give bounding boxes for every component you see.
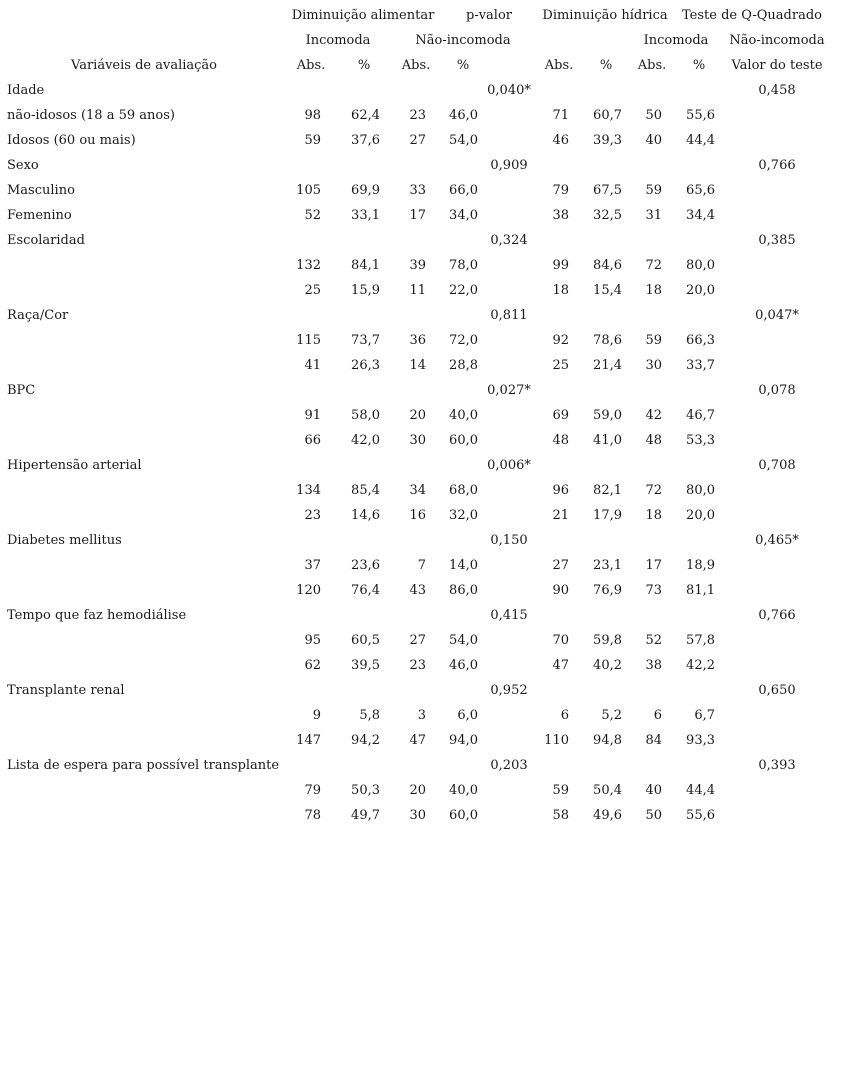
pct-incomoda-alimentar-cell: 84,1 xyxy=(351,258,380,273)
abs-nao-incomoda-alimentar-cell: 33 xyxy=(409,183,426,198)
header-nao-incomoda-alimentar: Não-incomoda xyxy=(415,33,511,48)
abs-incomoda-hidrica-cell: 21 xyxy=(552,508,569,523)
pct-nao-incomoda-hidrica-cell: 80,0 xyxy=(686,258,715,273)
pct-incomoda-hidrica-cell: 39,3 xyxy=(593,133,622,148)
abs-nao-incomoda-alimentar-cell: 11 xyxy=(409,283,426,298)
variable-label: BPC xyxy=(7,383,36,398)
p-valor-cell: 0,027* xyxy=(487,383,531,398)
pct-nao-incomoda-alimentar-cell: 22,0 xyxy=(449,283,478,298)
abs-incomoda-alimentar-cell: 79 xyxy=(304,783,321,798)
abs-incomoda-alimentar-cell: 62 xyxy=(304,658,321,673)
abs-incomoda-alimentar-cell: 52 xyxy=(304,208,321,223)
header-pct: % xyxy=(692,58,706,73)
header-abs: Abs. xyxy=(401,58,431,73)
header-pct: % xyxy=(357,58,371,73)
variable-label: Hipertensão arterial xyxy=(7,458,142,473)
pct-incomoda-alimentar-cell: 14,6 xyxy=(351,508,380,523)
p-valor-cell: 0,324 xyxy=(490,233,528,248)
header-incomoda-alimentar: Incomoda xyxy=(305,33,371,48)
abs-nao-incomoda-alimentar-cell: 27 xyxy=(409,133,426,148)
abs-nao-incomoda-hidrica-cell: 73 xyxy=(645,583,662,598)
pct-nao-incomoda-alimentar-cell: 66,0 xyxy=(449,183,478,198)
abs-nao-incomoda-hidrica-cell: 38 xyxy=(645,658,662,673)
pct-incomoda-hidrica-cell: 21,4 xyxy=(593,358,622,373)
abs-incomoda-alimentar-cell: 132 xyxy=(296,258,321,273)
pct-incomoda-hidrica-cell: 59,0 xyxy=(593,408,622,423)
abs-incomoda-hidrica-cell: 96 xyxy=(552,483,569,498)
pct-nao-incomoda-alimentar-cell: 86,0 xyxy=(449,583,478,598)
abs-incomoda-hidrica-cell: 27 xyxy=(552,558,569,573)
abs-incomoda-alimentar-cell: 23 xyxy=(304,508,321,523)
valor-do-teste-cell: 0,047* xyxy=(755,308,799,323)
category-label: não-idosos (18 a 59 anos) xyxy=(7,108,175,123)
header-variaveis: Variáveis de avaliação xyxy=(71,58,217,73)
pct-nao-incomoda-alimentar-cell: 34,0 xyxy=(449,208,478,223)
pct-nao-incomoda-alimentar-cell: 54,0 xyxy=(449,633,478,648)
abs-incomoda-alimentar-cell: 37 xyxy=(304,558,321,573)
header-abs: Abs. xyxy=(296,58,326,73)
table-row xyxy=(0,558,845,583)
category-label: Femenino xyxy=(7,208,72,223)
abs-nao-incomoda-hidrica-cell: 59 xyxy=(645,333,662,348)
abs-nao-incomoda-hidrica-cell: 40 xyxy=(645,783,662,798)
p-valor-cell: 0,006* xyxy=(487,458,531,473)
variable-label: Lista de espera para possível transplante xyxy=(7,758,280,773)
header-pct: % xyxy=(456,58,470,73)
p-valor-cell: 0,203 xyxy=(490,758,528,773)
abs-nao-incomoda-hidrica-cell: 59 xyxy=(645,183,662,198)
p-valor-cell: 0,150 xyxy=(490,533,528,548)
valor-do-teste-cell: 0,465* xyxy=(755,533,799,548)
abs-nao-incomoda-alimentar-cell: 14 xyxy=(409,358,426,373)
abs-incomoda-alimentar-cell: 9 xyxy=(312,708,321,723)
abs-incomoda-alimentar-cell: 59 xyxy=(304,133,321,148)
table-row xyxy=(0,783,845,808)
abs-nao-incomoda-alimentar-cell: 17 xyxy=(409,208,426,223)
valor-do-teste-cell: 0,650 xyxy=(758,683,796,698)
abs-nao-incomoda-hidrica-cell: 52 xyxy=(645,633,662,648)
pct-nao-incomoda-alimentar-cell: 40,0 xyxy=(449,783,478,798)
variable-group-row xyxy=(0,458,845,483)
pct-incomoda-alimentar-cell: 58,0 xyxy=(351,408,380,423)
pct-incomoda-alimentar-cell: 85,4 xyxy=(351,483,380,498)
pct-nao-incomoda-alimentar-cell: 72,0 xyxy=(449,333,478,348)
p-valor-cell: 0,811 xyxy=(490,308,528,323)
pct-incomoda-alimentar-cell: 15,9 xyxy=(351,283,380,298)
abs-incomoda-alimentar-cell: 98 xyxy=(304,108,321,123)
table-row xyxy=(0,633,845,658)
pct-incomoda-alimentar-cell: 76,4 xyxy=(351,583,380,598)
abs-nao-incomoda-hidrica-cell: 31 xyxy=(645,208,662,223)
header-abs: Abs. xyxy=(544,58,574,73)
pct-nao-incomoda-hidrica-cell: 18,9 xyxy=(686,558,715,573)
pct-incomoda-hidrica-cell: 94,8 xyxy=(593,733,622,748)
pct-nao-incomoda-alimentar-cell: 6,0 xyxy=(457,708,478,723)
abs-nao-incomoda-hidrica-cell: 42 xyxy=(645,408,662,423)
header-incomoda-hidrica: Incomoda xyxy=(643,33,709,48)
table-row xyxy=(0,433,845,458)
pct-nao-incomoda-alimentar-cell: 94,0 xyxy=(449,733,478,748)
abs-nao-incomoda-hidrica-cell: 48 xyxy=(645,433,662,448)
abs-incomoda-hidrica-cell: 99 xyxy=(552,258,569,273)
pct-incomoda-hidrica-cell: 23,1 xyxy=(593,558,622,573)
variable-group-row xyxy=(0,83,845,108)
pct-nao-incomoda-hidrica-cell: 55,6 xyxy=(686,808,715,823)
pct-incomoda-alimentar-cell: 94,2 xyxy=(351,733,380,748)
pct-nao-incomoda-alimentar-cell: 40,0 xyxy=(449,408,478,423)
abs-nao-incomoda-hidrica-cell: 72 xyxy=(645,258,662,273)
pct-incomoda-hidrica-cell: 67,5 xyxy=(593,183,622,198)
abs-incomoda-hidrica-cell: 71 xyxy=(552,108,569,123)
table-row xyxy=(0,283,845,308)
variable-group-row xyxy=(0,608,845,633)
variable-group-row xyxy=(0,158,845,183)
abs-incomoda-alimentar-cell: 66 xyxy=(304,433,321,448)
abs-incomoda-alimentar-cell: 78 xyxy=(304,808,321,823)
abs-nao-incomoda-alimentar-cell: 7 xyxy=(417,558,426,573)
pct-nao-incomoda-alimentar-cell: 32,0 xyxy=(449,508,478,523)
abs-nao-incomoda-alimentar-cell: 3 xyxy=(417,708,426,723)
variable-label: Idade xyxy=(7,83,45,98)
pct-incomoda-alimentar-cell: 60,5 xyxy=(351,633,380,648)
header-p-valor: p-valor xyxy=(465,8,513,23)
table-row xyxy=(0,658,845,683)
pct-incomoda-hidrica-cell: 60,7 xyxy=(593,108,622,123)
table-row xyxy=(0,258,845,283)
pct-nao-incomoda-hidrica-cell: 42,2 xyxy=(686,658,715,673)
pct-incomoda-hidrica-cell: 59,8 xyxy=(593,633,622,648)
pct-incomoda-hidrica-cell: 5,2 xyxy=(601,708,622,723)
pct-nao-incomoda-hidrica-cell: 80,0 xyxy=(686,483,715,498)
pct-incomoda-hidrica-cell: 76,9 xyxy=(593,583,622,598)
pct-nao-incomoda-hidrica-cell: 66,3 xyxy=(686,333,715,348)
variable-group-row xyxy=(0,308,845,333)
variable-label: Diabetes mellitus xyxy=(7,533,122,548)
abs-incomoda-hidrica-cell: 69 xyxy=(552,408,569,423)
variable-label: Transplante renal xyxy=(7,683,125,698)
abs-nao-incomoda-alimentar-cell: 16 xyxy=(409,508,426,523)
header-nao-incomoda-hidrica: Não-incomoda xyxy=(729,33,825,48)
category-label: Masculino xyxy=(7,183,75,198)
pct-incomoda-hidrica-cell: 82,1 xyxy=(593,483,622,498)
abs-nao-incomoda-alimentar-cell: 20 xyxy=(409,408,426,423)
abs-incomoda-alimentar-cell: 115 xyxy=(296,333,321,348)
pct-incomoda-alimentar-cell: 42,0 xyxy=(351,433,380,448)
table-row xyxy=(0,508,845,533)
pct-incomoda-hidrica-cell: 17,9 xyxy=(593,508,622,523)
table-row xyxy=(0,208,845,233)
pct-incomoda-hidrica-cell: 32,5 xyxy=(593,208,622,223)
pct-incomoda-hidrica-cell: 78,6 xyxy=(593,333,622,348)
abs-incomoda-alimentar-cell: 105 xyxy=(296,183,321,198)
category-label: Idosos (60 ou mais) xyxy=(7,133,136,148)
abs-nao-incomoda-alimentar-cell: 20 xyxy=(409,783,426,798)
abs-incomoda-hidrica-cell: 90 xyxy=(552,583,569,598)
abs-nao-incomoda-alimentar-cell: 27 xyxy=(409,633,426,648)
abs-incomoda-hidrica-cell: 58 xyxy=(552,808,569,823)
table-row xyxy=(0,583,845,608)
header-abs: Abs. xyxy=(637,58,667,73)
variable-label: Tempo que faz hemodiálise xyxy=(7,608,187,623)
p-valor-cell: 0,040* xyxy=(487,83,531,98)
abs-incomoda-alimentar-cell: 134 xyxy=(296,483,321,498)
pct-nao-incomoda-hidrica-cell: 6,7 xyxy=(694,708,715,723)
header-valor-do-teste: Valor do teste xyxy=(731,58,823,73)
table-body xyxy=(0,83,845,833)
abs-incomoda-hidrica-cell: 92 xyxy=(552,333,569,348)
abs-nao-incomoda-hidrica-cell: 50 xyxy=(645,108,662,123)
abs-nao-incomoda-alimentar-cell: 43 xyxy=(409,583,426,598)
pct-incomoda-alimentar-cell: 69,9 xyxy=(351,183,380,198)
abs-nao-incomoda-hidrica-cell: 17 xyxy=(645,558,662,573)
pct-nao-incomoda-alimentar-cell: 14,0 xyxy=(449,558,478,573)
pct-incomoda-alimentar-cell: 5,8 xyxy=(359,708,380,723)
pct-nao-incomoda-alimentar-cell: 46,0 xyxy=(449,108,478,123)
variable-group-row xyxy=(0,233,845,258)
pct-nao-incomoda-alimentar-cell: 78,0 xyxy=(449,258,478,273)
pct-incomoda-hidrica-cell: 41,0 xyxy=(593,433,622,448)
pct-nao-incomoda-alimentar-cell: 60,0 xyxy=(449,433,478,448)
pct-nao-incomoda-alimentar-cell: 60,0 xyxy=(449,808,478,823)
abs-nao-incomoda-hidrica-cell: 30 xyxy=(645,358,662,373)
abs-incomoda-hidrica-cell: 47 xyxy=(552,658,569,673)
p-valor-cell: 0,415 xyxy=(490,608,528,623)
abs-incomoda-hidrica-cell: 110 xyxy=(544,733,569,748)
abs-incomoda-hidrica-cell: 48 xyxy=(552,433,569,448)
table-row xyxy=(0,733,845,758)
abs-nao-incomoda-alimentar-cell: 36 xyxy=(409,333,426,348)
variable-group-row xyxy=(0,533,845,558)
pct-nao-incomoda-hidrica-cell: 33,7 xyxy=(686,358,715,373)
abs-incomoda-hidrica-cell: 18 xyxy=(552,283,569,298)
abs-nao-incomoda-hidrica-cell: 18 xyxy=(645,508,662,523)
pct-nao-incomoda-hidrica-cell: 46,7 xyxy=(686,408,715,423)
abs-nao-incomoda-alimentar-cell: 34 xyxy=(409,483,426,498)
abs-nao-incomoda-hidrica-cell: 72 xyxy=(645,483,662,498)
abs-incomoda-alimentar-cell: 25 xyxy=(304,283,321,298)
table-row xyxy=(0,108,845,133)
header-diminuicao-hidrica: Diminuição hídrica xyxy=(542,8,668,23)
abs-nao-incomoda-hidrica-cell: 6 xyxy=(653,708,662,723)
variable-group-row xyxy=(0,683,845,708)
abs-nao-incomoda-alimentar-cell: 39 xyxy=(409,258,426,273)
pct-incomoda-alimentar-cell: 49,7 xyxy=(351,808,380,823)
abs-incomoda-hidrica-cell: 46 xyxy=(552,133,569,148)
pct-incomoda-hidrica-cell: 50,4 xyxy=(593,783,622,798)
pct-incomoda-alimentar-cell: 62,4 xyxy=(351,108,380,123)
variable-label: Sexo xyxy=(7,158,39,173)
abs-incomoda-hidrica-cell: 6 xyxy=(560,708,569,723)
pct-nao-incomoda-hidrica-cell: 93,3 xyxy=(686,733,715,748)
pct-nao-incomoda-hidrica-cell: 81,1 xyxy=(686,583,715,598)
valor-do-teste-cell: 0,708 xyxy=(758,458,796,473)
abs-nao-incomoda-alimentar-cell: 23 xyxy=(409,658,426,673)
pct-nao-incomoda-hidrica-cell: 65,6 xyxy=(686,183,715,198)
pct-incomoda-hidrica-cell: 49,6 xyxy=(593,808,622,823)
pct-nao-incomoda-hidrica-cell: 44,4 xyxy=(686,783,715,798)
pct-nao-incomoda-alimentar-cell: 68,0 xyxy=(449,483,478,498)
abs-nao-incomoda-hidrica-cell: 84 xyxy=(645,733,662,748)
table-row xyxy=(0,183,845,208)
pct-incomoda-alimentar-cell: 73,7 xyxy=(351,333,380,348)
pct-nao-incomoda-alimentar-cell: 46,0 xyxy=(449,658,478,673)
abs-nao-incomoda-alimentar-cell: 23 xyxy=(409,108,426,123)
pct-nao-incomoda-hidrica-cell: 53,3 xyxy=(686,433,715,448)
pct-incomoda-alimentar-cell: 37,6 xyxy=(351,133,380,148)
abs-incomoda-alimentar-cell: 95 xyxy=(304,633,321,648)
header-diminuicao-alimentar: Diminuição alimentar xyxy=(291,8,435,23)
abs-incomoda-hidrica-cell: 70 xyxy=(552,633,569,648)
pct-nao-incomoda-alimentar-cell: 54,0 xyxy=(449,133,478,148)
table-row xyxy=(0,483,845,508)
pct-incomoda-hidrica-cell: 84,6 xyxy=(593,258,622,273)
abs-nao-incomoda-hidrica-cell: 40 xyxy=(645,133,662,148)
variable-label: Escolaridad xyxy=(7,233,85,248)
pct-nao-incomoda-hidrica-cell: 20,0 xyxy=(686,508,715,523)
abs-nao-incomoda-alimentar-cell: 30 xyxy=(409,808,426,823)
table-row xyxy=(0,358,845,383)
variable-label: Raça/Cor xyxy=(7,308,69,323)
pct-nao-incomoda-hidrica-cell: 44,4 xyxy=(686,133,715,148)
abs-incomoda-alimentar-cell: 91 xyxy=(304,408,321,423)
pct-incomoda-alimentar-cell: 23,6 xyxy=(351,558,380,573)
abs-nao-incomoda-hidrica-cell: 50 xyxy=(645,808,662,823)
variable-group-row xyxy=(0,758,845,783)
table-row xyxy=(0,408,845,433)
abs-incomoda-hidrica-cell: 38 xyxy=(552,208,569,223)
variable-group-row xyxy=(0,383,845,408)
pct-incomoda-hidrica-cell: 40,2 xyxy=(593,658,622,673)
abs-incomoda-alimentar-cell: 147 xyxy=(296,733,321,748)
valor-do-teste-cell: 0,393 xyxy=(758,758,796,773)
table-row xyxy=(0,333,845,358)
valor-do-teste-cell: 0,078 xyxy=(758,383,796,398)
valor-do-teste-cell: 0,458 xyxy=(758,83,796,98)
valor-do-teste-cell: 0,766 xyxy=(758,608,796,623)
pct-incomoda-alimentar-cell: 50,3 xyxy=(351,783,380,798)
abs-nao-incomoda-hidrica-cell: 18 xyxy=(645,283,662,298)
abs-nao-incomoda-alimentar-cell: 47 xyxy=(409,733,426,748)
pct-nao-incomoda-hidrica-cell: 20,0 xyxy=(686,283,715,298)
abs-incomoda-alimentar-cell: 120 xyxy=(296,583,321,598)
abs-incomoda-hidrica-cell: 25 xyxy=(552,358,569,373)
header-teste-q-quadrado: Teste de Q-Quadrado xyxy=(682,8,822,23)
table-row xyxy=(0,133,845,158)
pct-incomoda-alimentar-cell: 26,3 xyxy=(351,358,380,373)
pct-incomoda-hidrica-cell: 15,4 xyxy=(593,283,622,298)
valor-do-teste-cell: 0,766 xyxy=(758,158,796,173)
abs-incomoda-hidrica-cell: 59 xyxy=(552,783,569,798)
table-row xyxy=(0,808,845,833)
p-valor-cell: 0,952 xyxy=(490,683,528,698)
pct-nao-incomoda-hidrica-cell: 55,6 xyxy=(686,108,715,123)
pct-nao-incomoda-alimentar-cell: 28,8 xyxy=(449,358,478,373)
table-row xyxy=(0,708,845,733)
abs-incomoda-alimentar-cell: 41 xyxy=(304,358,321,373)
pct-nao-incomoda-hidrica-cell: 57,8 xyxy=(686,633,715,648)
pct-incomoda-alimentar-cell: 39,5 xyxy=(351,658,380,673)
header-pct: % xyxy=(599,58,613,73)
abs-incomoda-hidrica-cell: 79 xyxy=(552,183,569,198)
pct-incomoda-alimentar-cell: 33,1 xyxy=(351,208,380,223)
abs-nao-incomoda-alimentar-cell: 30 xyxy=(409,433,426,448)
p-valor-cell: 0,909 xyxy=(490,158,528,173)
pct-nao-incomoda-hidrica-cell: 34,4 xyxy=(686,208,715,223)
valor-do-teste-cell: 0,385 xyxy=(758,233,796,248)
